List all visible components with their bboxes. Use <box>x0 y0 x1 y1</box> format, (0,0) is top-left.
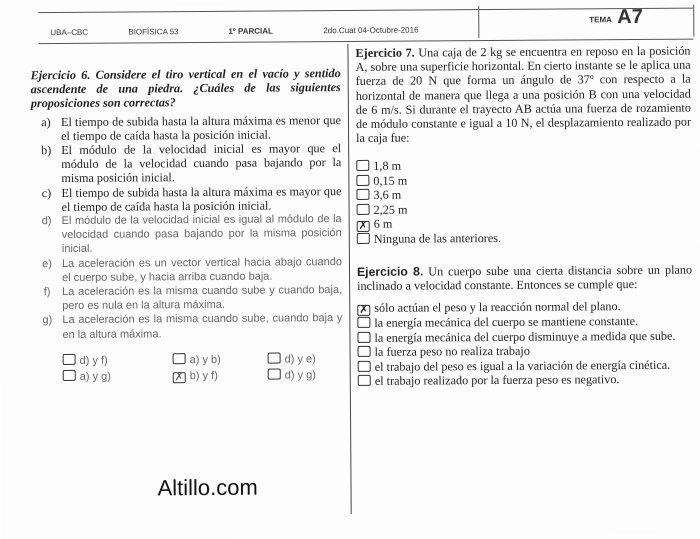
answer-text: d) y e) <box>284 353 316 366</box>
proposition-text: El módulo de la velocidad inicial es mayor que el módulo de la velocidad cuando pasa bajando por la misma posición inicial. <box>61 141 342 186</box>
answer-text: b) y f) <box>189 369 218 383</box>
answer-text: d) y f) <box>79 354 108 367</box>
proposition-text: El tiempo de subida hasta la altura máxima es mayor que el tiempo de caída hasta la posición inicial. <box>61 183 342 214</box>
exam-header <box>38 5 693 45</box>
answer-option[interactable] <box>357 230 692 247</box>
answer-option[interactable] <box>173 352 268 367</box>
answer-text: a) y b) <box>189 353 221 366</box>
proposition-text: La aceleración es la misma cuando sube, cuando baja y en la altura máxima. <box>62 312 343 341</box>
answer-text: la energía mecánica del cuerpo disminuye a medida que sube. <box>374 328 676 345</box>
proposition-letter: g) <box>42 314 53 327</box>
answer-text: la fuerza peso no realiza trabajo <box>374 344 530 360</box>
proposition <box>31 141 341 186</box>
answer-option[interactable] <box>173 369 268 384</box>
checkbox[interactable] <box>63 354 76 365</box>
answer-text: 6 m <box>373 217 393 232</box>
tema-label: TEMA <box>589 15 612 25</box>
checkbox[interactable] <box>268 352 281 363</box>
checked-checkbox[interactable]: ✗ <box>358 220 368 233</box>
exam-name: 1º PARCIAL <box>228 26 273 36</box>
answer-text: 3,6 m <box>373 188 402 203</box>
proposition-text: La aceleración es la misma cuando sube y cuando baja, pero es nula en la altura máxima. <box>62 284 343 313</box>
answer-text: 2,25 m <box>373 202 408 217</box>
answer-option[interactable] <box>268 352 363 367</box>
exercise-6-title: Ejercicio 6. <box>30 67 91 83</box>
exercise-8-statement: Un cuerpo sube una cierta distancia sobre un plano inclinado a velocidad constante. Entonces se cumple que: <box>357 262 693 294</box>
proposition <box>32 212 342 257</box>
checkbox[interactable] <box>357 332 370 343</box>
answer-text: 0,15 m <box>373 173 408 188</box>
checkbox[interactable] <box>358 361 371 372</box>
proposition <box>31 113 341 144</box>
answer-text: d) y g) <box>284 369 316 382</box>
exercise-7 <box>355 44 692 389</box>
tema-code: A7 <box>617 5 643 29</box>
proposition-letter: d) <box>41 215 52 228</box>
proposition <box>31 184 341 215</box>
proposition <box>32 255 342 286</box>
exercise-6 <box>31 66 343 384</box>
checkbox[interactable] <box>358 375 371 386</box>
institution: UBA–CBC <box>50 27 89 38</box>
proposition-text: El tiempo de subida hasta la altura máxima es menor que el tiempo de caída hasta la posición inicial. <box>60 112 342 143</box>
proposition-letter: f) <box>43 286 51 299</box>
exam-date: 2do.Cuat 04-Octubre-2016 <box>323 25 419 36</box>
checkbox[interactable] <box>356 175 369 186</box>
tema-box <box>478 5 694 39</box>
checkbox[interactable] <box>268 369 281 380</box>
answer-option[interactable] <box>358 357 693 374</box>
proposition <box>32 312 342 343</box>
proposition-text: La aceleración es un vector vertical hacia abajo cuando el cuerpo sube, y hacia arriba cuando baja. <box>61 255 342 284</box>
proposition <box>32 283 342 314</box>
answer-text: el trabajo del peso es igual a la variación de energía cinética. <box>374 357 671 374</box>
proposition-letter: e) <box>42 257 52 270</box>
proposition-letter: c) <box>41 185 52 200</box>
proposition-letter: a) <box>41 114 51 129</box>
answer-text: el trabajo realizado por la fuerza peso es negativo. <box>374 372 620 389</box>
column-divider <box>347 44 351 514</box>
exercise-7-statement: Una caja de 2 kg se encuentra en reposo en la posición A, sobre una superficie horizontal. En cierto instante se le aplica una fuerza de 20 N que forma un ángulo de 37º con respecto a la horizontal de manera que llega a una posición B con una velocidad de 6 m/s. Si durante el trayecto AB actúa una fuerza de rozamiento de módulo constante e igual a 10 N, el desplazamiento realizado por la caja fue: <box>355 43 692 146</box>
answer-option[interactable] <box>63 369 173 384</box>
checkbox[interactable] <box>357 204 370 215</box>
proposition-text: El módulo de la velocidad inicial es igual al módulo de la velocidad cuando pasa bajando por la misma posición inicial. <box>61 213 342 256</box>
answer-text: a) y g) <box>79 370 111 383</box>
answer-option[interactable] <box>357 328 692 345</box>
checkbox[interactable] <box>357 317 370 328</box>
proposition-letter: b) <box>41 143 52 158</box>
checkbox[interactable] <box>357 233 370 244</box>
answer-option[interactable] <box>63 353 173 368</box>
answer-option[interactable] <box>268 368 363 383</box>
checkbox[interactable] <box>358 346 371 357</box>
checkbox[interactable] <box>63 370 76 381</box>
answer-text: 1,8 m <box>373 159 402 174</box>
checkbox[interactable] <box>356 189 369 200</box>
exercise-7-title: Ejercicio 7. <box>355 45 415 60</box>
answer-option[interactable] <box>358 372 693 389</box>
answer-text: la energía mecánica del cuerpo se mantiene constante. <box>374 314 639 331</box>
checkbox[interactable] <box>173 353 186 364</box>
answer-text: sólo actúan el peso y la reacción normal del plano. <box>374 299 621 316</box>
checkbox[interactable] <box>356 160 369 171</box>
subject: BIOFÍSICA 53 <box>128 27 179 37</box>
exercise-6-statement: Considere el tiro vertical en el vacío y sentido ascendente de una piedra. ¿Cuáles de las siguientes proposiciones son correctas? <box>30 66 341 111</box>
checked-checkbox[interactable]: ✗ <box>174 371 184 384</box>
watermark: Altillo.com <box>157 474 258 501</box>
answer-text: Ninguna de las anteriores. <box>373 231 502 247</box>
checked-checkbox[interactable]: ✗ <box>359 304 369 317</box>
exercise-8-title: Ejercicio 8. <box>356 264 424 279</box>
